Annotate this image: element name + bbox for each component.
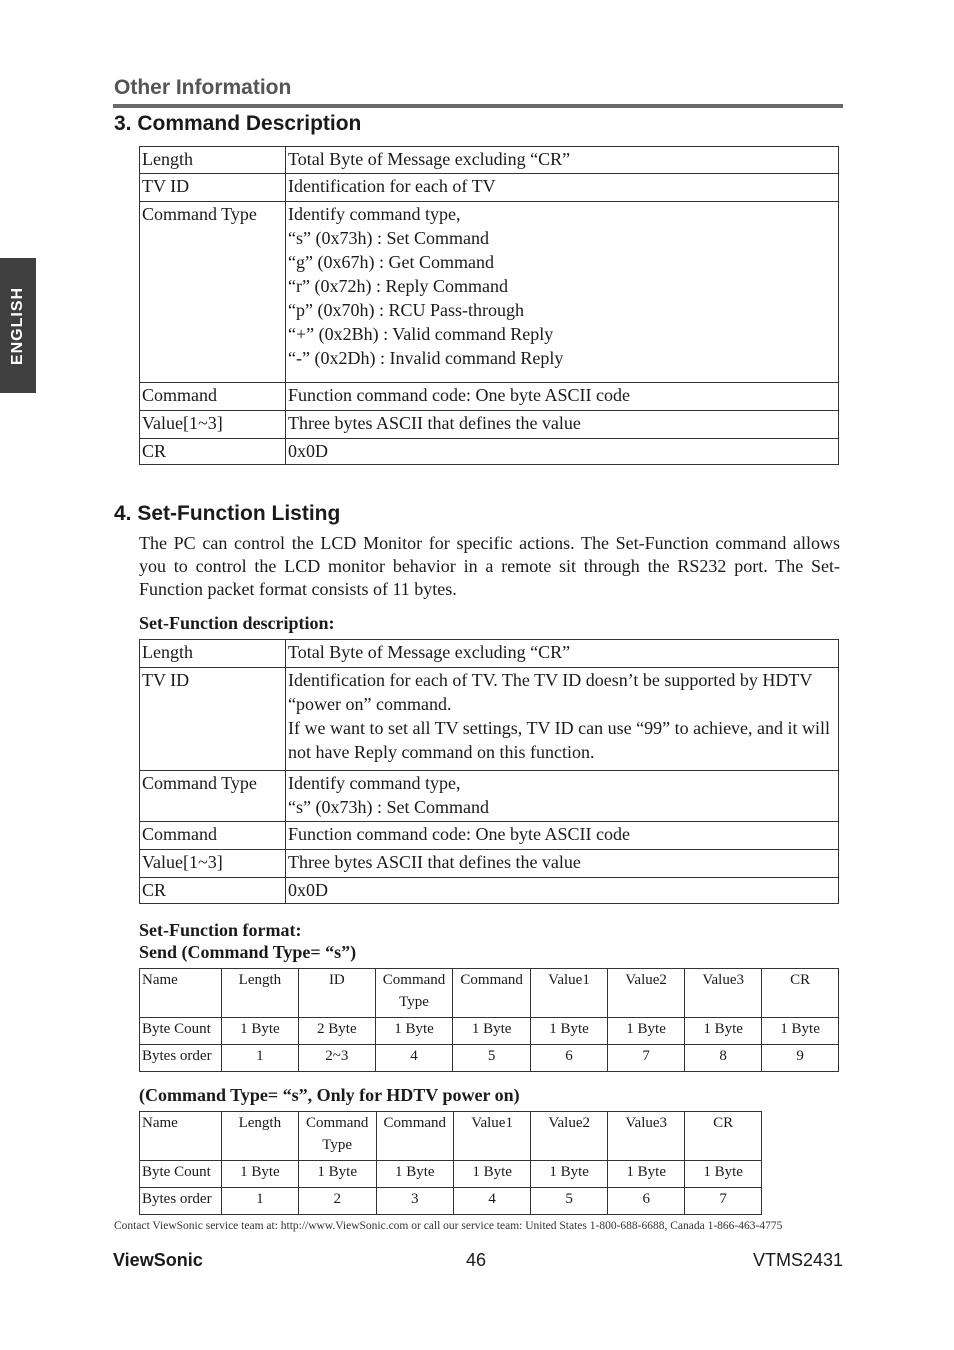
set-function-intro: The PC can control the LCD Monitor for specific actions. The Set-Function command allows you to control the LCD monitor behavior in a remote sit through the RS232 port. The Set-Function packet format consists of 11 bytes. [139,533,840,599]
row-key: Length [140,640,286,668]
row-key: TV ID [140,174,286,202]
value-line: “s” (0x73h) : Set Command [288,228,489,248]
table-cell: 2~3 [298,1045,375,1072]
table-row [140,668,839,771]
row-key: Command [140,822,286,850]
value-line: 0x0D [288,880,328,900]
value-line: “p” (0x70h) : RCU Pass-through [288,300,524,320]
table-row [140,174,839,202]
table-cell: CR [762,969,839,1018]
row-value [286,771,839,822]
table-row [140,411,839,439]
row-key: Value[1~3] [140,411,286,439]
table-cell: Value1 [530,969,607,1018]
row-value [286,439,839,465]
row-value [286,202,839,383]
table-cell: Command Type [375,969,453,1018]
send-format-table [139,968,839,1072]
table-cell: 1 Byte [221,1018,298,1045]
value-line: Identify command type, [288,773,461,793]
table-cell: Name [140,969,222,1018]
table-row [140,1188,762,1215]
table-cell: 2 Byte [298,1018,375,1045]
row-key: CR [140,439,286,465]
table-cell: 9 [762,1045,839,1072]
value-line: Total Byte of Message excluding “CR” [288,149,571,169]
table-cell: 1 [221,1188,298,1215]
value-line: Identify command type, [288,204,461,224]
row-value [286,411,839,439]
table-cell: Value2 [531,1112,608,1161]
table-row [140,439,839,465]
set-function-description-label: Set-Function description: [139,613,335,633]
row-key: Command Type [140,202,286,383]
table-cell: Command [453,969,531,1018]
footer-model: VTMS2431 [752,1250,843,1270]
table-cell: Length [221,1112,298,1161]
table-cell: Bytes order [140,1045,222,1072]
table-cell: 1 Byte [685,1161,762,1188]
table-cell: CR [685,1112,762,1161]
table-cell: 2 [298,1188,376,1215]
page-number: 46 [466,1250,487,1270]
value-line: “r” (0x72h) : Reply Command [288,276,508,296]
table-cell: 1 Byte [685,1018,762,1045]
table-cell: 3 [376,1188,454,1215]
table-cell: 1 Byte [531,1161,608,1188]
header-divider [113,104,843,108]
value-line: Total Byte of Message excluding “CR” [288,642,571,662]
table-cell: Value2 [608,969,685,1018]
row-value [286,640,839,668]
set-function-description-table [139,639,839,904]
table-header-row [140,969,839,1018]
table-cell: 1 [221,1045,298,1072]
value-line: Three bytes ASCII that defines the value [288,852,581,872]
value-line: Function command code: One byte ASCII code [288,385,630,405]
row-value [286,878,839,904]
table-cell: 1 Byte [221,1161,298,1188]
contact-line: Contact ViewSonic service team at: http://www.ViewSonic.com or call our service team: United States 1-800-688-6688, Canada 1-866-463-4775 [114,1220,783,1232]
table-cell: 1 Byte [454,1161,531,1188]
table-cell: 6 [608,1188,685,1215]
value-line: “+” (0x2Bh) : Valid command Reply [288,324,554,344]
row-value [286,850,839,878]
row-value [286,147,839,174]
value-line: If we want to set all TV settings, TV ID can use “99” to achieve, and it will not have Reply command on this function. [288,718,831,762]
hdtv-label: (Command Type= “s”, Only for HDTV power on) [139,1085,520,1105]
row-key: Value[1~3] [140,850,286,878]
value-line: Function command code: One byte ASCII code [288,824,630,844]
row-key: Length [140,147,286,174]
table-cell: 4 [454,1188,531,1215]
language-side-tab [0,258,36,393]
table-cell: 1 Byte [453,1018,531,1045]
table-cell: 1 Byte [375,1018,453,1045]
section-header: Other Information [114,76,292,99]
footer-brand: ViewSonic [113,1250,203,1270]
table-row [140,1018,839,1045]
table-cell: Command Type [298,1112,376,1161]
table-row [140,147,839,174]
send-label: Send (Command Type= “s”) [139,942,357,962]
set-function-heading: 4. Set-Function Listing [114,502,341,525]
table-row [140,640,839,668]
table-cell: Value1 [454,1112,531,1161]
table-row [140,383,839,411]
table-cell: Command [376,1112,454,1161]
table-cell: 5 [453,1045,531,1072]
table-cell: 1 Byte [530,1018,607,1045]
command-description-table [139,146,839,465]
table-header-row [140,1112,762,1161]
table-cell: Name [140,1112,222,1161]
row-value [286,383,839,411]
table-cell: 4 [375,1045,453,1072]
table-row [140,878,839,904]
row-key: Command Type [140,771,286,822]
table-row [140,771,839,822]
language-label: ENGLISH [9,286,26,365]
row-value [286,668,839,771]
table-row [140,822,839,850]
row-key: CR [140,878,286,904]
value-line: Identification for each of TV [288,176,496,196]
table-row [140,1161,762,1188]
table-cell: 1 Byte [762,1018,839,1045]
value-line: 0x0D [288,441,328,461]
value-line: “s” (0x73h) : Set Command [288,797,489,817]
table-cell: 7 [608,1045,685,1072]
table-cell: Byte Count [140,1161,222,1188]
table-cell: 1 Byte [608,1018,685,1045]
table-cell: Value3 [685,969,762,1018]
value-line: “-” (0x2Dh) : Invalid command Reply [288,348,564,368]
set-function-format-label: Set-Function format: [139,920,302,940]
table-row [140,202,839,383]
table-cell: 5 [531,1188,608,1215]
table-row [140,850,839,878]
table-cell: 1 Byte [608,1161,685,1188]
row-value [286,174,839,202]
hdtv-format-table [139,1111,762,1215]
table-row [140,1045,839,1072]
row-value [286,822,839,850]
table-cell: Length [221,969,298,1018]
value-line: “g” (0x67h) : Get Command [288,252,494,272]
table-cell: 1 Byte [376,1161,454,1188]
table-cell: 6 [530,1045,607,1072]
table-cell: 8 [685,1045,762,1072]
table-cell: 7 [685,1188,762,1215]
table-cell: Value3 [608,1112,685,1161]
value-line: Identification for each of TV. The TV ID doesn’t be supported by HDTV “power on” command. [288,670,813,714]
table-cell: ID [298,969,375,1018]
value-line: Three bytes ASCII that defines the value [288,413,581,433]
row-key: Command [140,383,286,411]
command-description-heading: 3. Command Description [114,112,362,135]
table-cell: Byte Count [140,1018,222,1045]
table-cell: Bytes order [140,1188,222,1215]
table-cell: 1 Byte [298,1161,376,1188]
row-key: TV ID [140,668,286,771]
